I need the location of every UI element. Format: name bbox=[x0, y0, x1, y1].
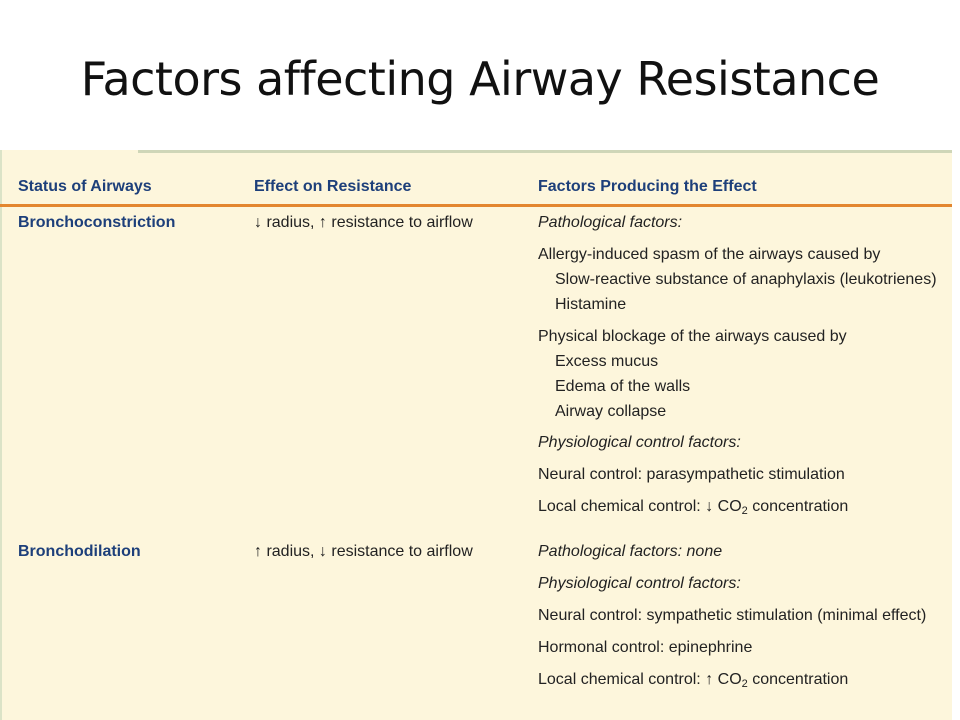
factor-item-co2 bbox=[538, 671, 848, 690]
factor-subitem: Slow-reactive substance of anaphylaxis (leukotrienes) bbox=[555, 271, 937, 288]
factor-heading: Physiological control factors: bbox=[538, 575, 741, 592]
factor-text: Local chemical control: ↑ CO bbox=[538, 671, 742, 688]
factor-text: concentration bbox=[752, 498, 849, 515]
factor-subitem: Excess mucus bbox=[555, 353, 659, 370]
factor-subitem: Airway collapse bbox=[555, 403, 667, 420]
factor-heading: Pathological factors: bbox=[538, 214, 683, 231]
table-left-edge bbox=[0, 150, 2, 720]
resistance-table bbox=[0, 150, 952, 720]
factor-subitem: Edema of the walls bbox=[555, 378, 691, 395]
factor-heading: Physiological control factors: bbox=[538, 434, 741, 451]
row-status-bronchodilation: Bronchodilation bbox=[18, 543, 141, 560]
factor-text: concentration bbox=[752, 671, 849, 688]
header-factors: Factors Producing the Effect bbox=[538, 178, 757, 195]
factor-subitem: Histamine bbox=[555, 296, 627, 313]
factor-heading: Pathological factors: none bbox=[538, 543, 723, 560]
factor-item: Neural control: sympathetic stimulation (minimal effect) bbox=[538, 607, 927, 624]
header-effect: Effect on Resistance bbox=[254, 178, 412, 195]
factor-text: Local chemical control: ↓ CO bbox=[538, 498, 742, 515]
header-rule bbox=[0, 204, 952, 207]
row-status-bronchoconstriction: Bronchoconstriction bbox=[18, 214, 176, 231]
factor-item: Neural control: parasympathetic stimulation bbox=[538, 466, 845, 483]
header-status: Status of Airways bbox=[18, 178, 152, 195]
factor-item: Hormonal control: epinephrine bbox=[538, 639, 753, 656]
row-effect-bronchoconstriction: ↓ radius, ↑ resistance to airflow bbox=[254, 214, 473, 231]
factor-item: Physical blockage of the airways caused by bbox=[538, 328, 847, 345]
table-top-rule bbox=[138, 150, 952, 153]
subscript: 2 bbox=[741, 678, 748, 690]
factor-item: Allergy-induced spasm of the airways caused by bbox=[538, 246, 881, 263]
row-effect-bronchodilation: ↑ radius, ↓ resistance to airflow bbox=[254, 543, 473, 560]
slide-title: Factors affecting Airway Resistance bbox=[80, 52, 880, 106]
subscript: 2 bbox=[741, 505, 748, 517]
factor-item-co2 bbox=[538, 498, 848, 517]
